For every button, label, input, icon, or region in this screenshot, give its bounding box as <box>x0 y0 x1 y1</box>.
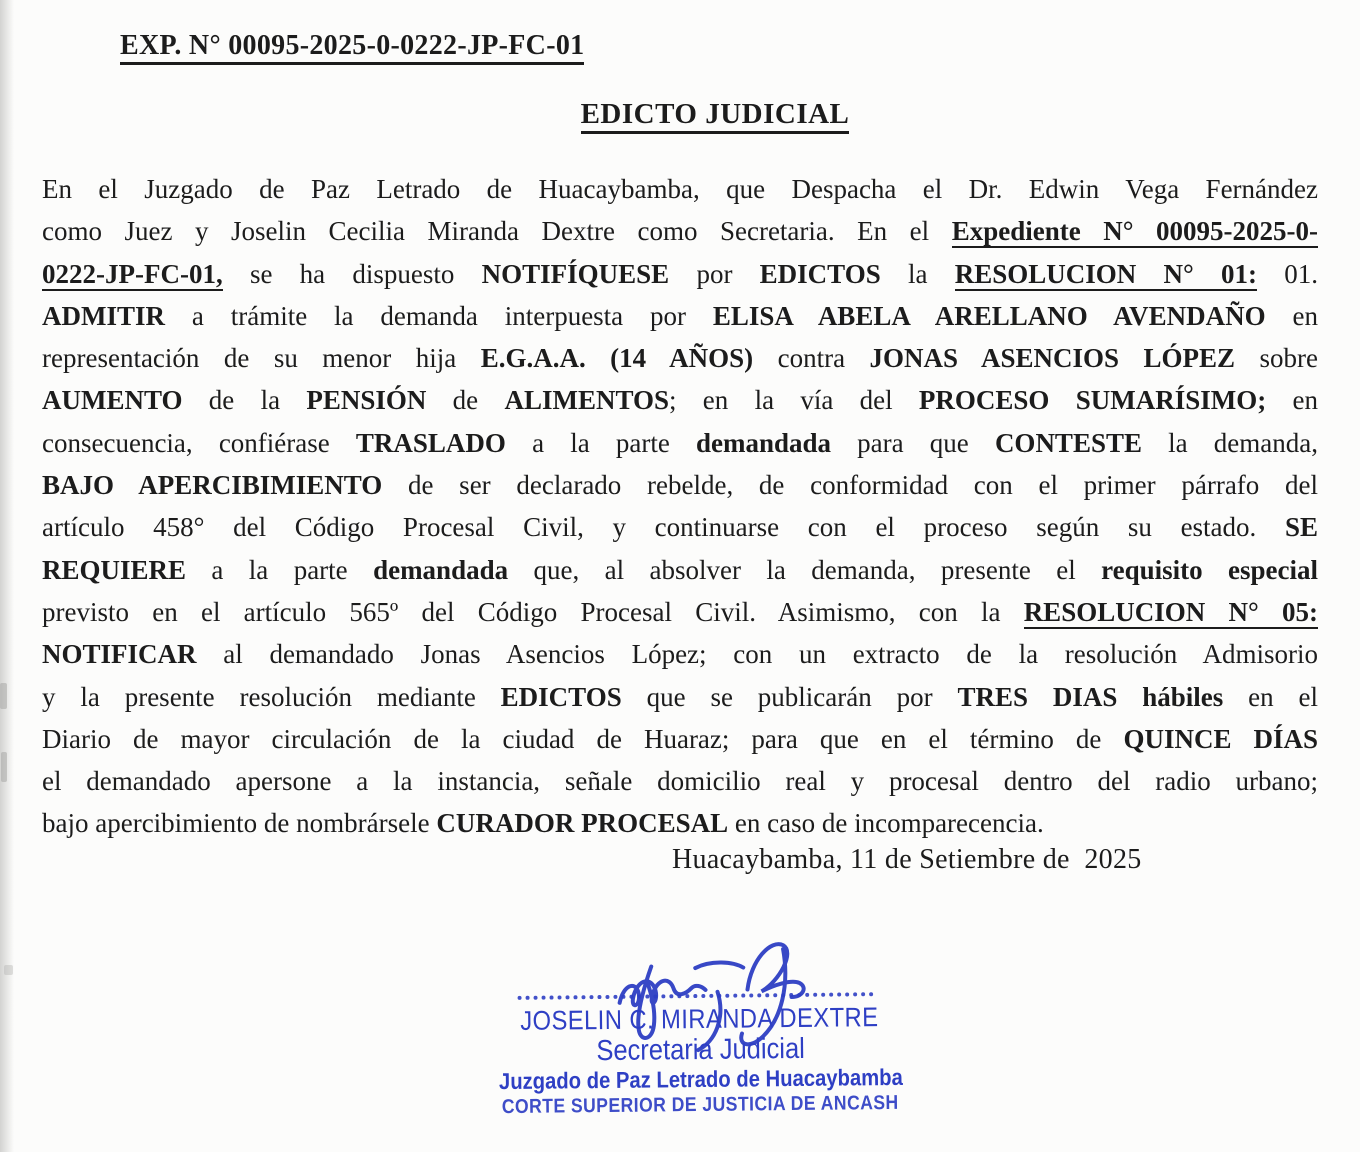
scan-speck <box>4 965 13 975</box>
body-line: NOTIFICAR al demandado Jonas Asencios López; con un extracto de la resolución Admisorio <box>42 639 1318 670</box>
body-line: bajo apercibimiento de nombrársele CURADOR PROCESAL en caso de incomparecencia. <box>42 808 1044 839</box>
body-line: ADMITIR a trámite la demanda interpuesta por ELISA ABELA ARELLANO AVENDAÑO en <box>42 300 1318 331</box>
scan-speck <box>1 752 7 782</box>
document-title <box>70 98 1360 131</box>
stamp-role: Secretaria Judicial <box>595 1032 805 1068</box>
body-line: Diario de mayor circulación de la ciudad de Huaraz; para que en el término de QUINCE DÍAS <box>42 723 1318 754</box>
case-number-header <box>120 30 584 62</box>
document-body <box>42 168 1318 845</box>
stamp <box>439 927 961 1147</box>
case-number-text: EXP. N° 00095-2025-0-0222-JP-FC-01 <box>120 30 584 65</box>
scan-speck <box>0 683 7 709</box>
body-line: BAJO APERCIBIMIENTO de ser declarado rebelde, de conformidad con el primer párrafo del <box>42 470 1318 501</box>
body-line: artículo 458° del Código Procesal Civil, y continuarse con el proceso según su estado. SE <box>42 512 1318 543</box>
body-line: AUMENTO de la PENSIÓN de ALIMENTOS; en la vía del PROCESO SUMARÍSIMO; en <box>42 385 1318 416</box>
stamp-court: Juzgado de Paz Letrado de Huacaybamba <box>498 1063 903 1095</box>
body-line: el demandado apersone a la instancia, señale domicilio real y procesal dentro del radio urbano; <box>42 766 1318 797</box>
stamp-secretary-name: JOSELIN C. MIRANDA DEXTRE <box>520 1002 880 1036</box>
body-line: representación de su menor hija E.G.A.A. (14 AÑOS) contra JONAS ASENCIOS LÓPEZ sobre <box>42 343 1319 374</box>
stamp-superior-court: CORTE SUPERIOR DE JUSTICIA DE ANCASH <box>502 1091 900 1119</box>
body-line: REQUIERE a la parte demandada que, al absolver la demanda, presente el requisito especial <box>42 554 1318 585</box>
document-title-text: EDICTO JUDICIAL <box>581 98 850 134</box>
body-line: En el Juzgado de Paz Letrado de Huacaybamba, que Despacha el Dr. Edwin Vega Fernández <box>42 174 1318 204</box>
body-line: previsto en el artículo 565º del Código Procesal Civil. Asimismo, con la RESOLUCION N° 05: <box>42 596 1318 627</box>
body-line: como Juez y Joselin Cecilia Miranda Dextre como Secretaria. En el Expediente N° 00095-2025-0- <box>42 216 1318 247</box>
body-line: y la presente resolución mediante EDICTOS que se publicarán por TRES DIAS hábiles en el <box>42 681 1318 712</box>
body-line: 0222-JP-FC-01, se ha dispuesto NOTIFÍQUESE por EDICTOS la RESOLUCION N° 01: 01. <box>42 258 1318 289</box>
date-line: Huacaybamba, 11 de Setiembre de 2025 <box>672 844 1142 875</box>
scan-edge-artifact <box>0 0 14 1152</box>
body-line: consecuencia, confiérase TRASLADO a la parte demandada para que CONTESTE la demanda, <box>42 427 1318 458</box>
